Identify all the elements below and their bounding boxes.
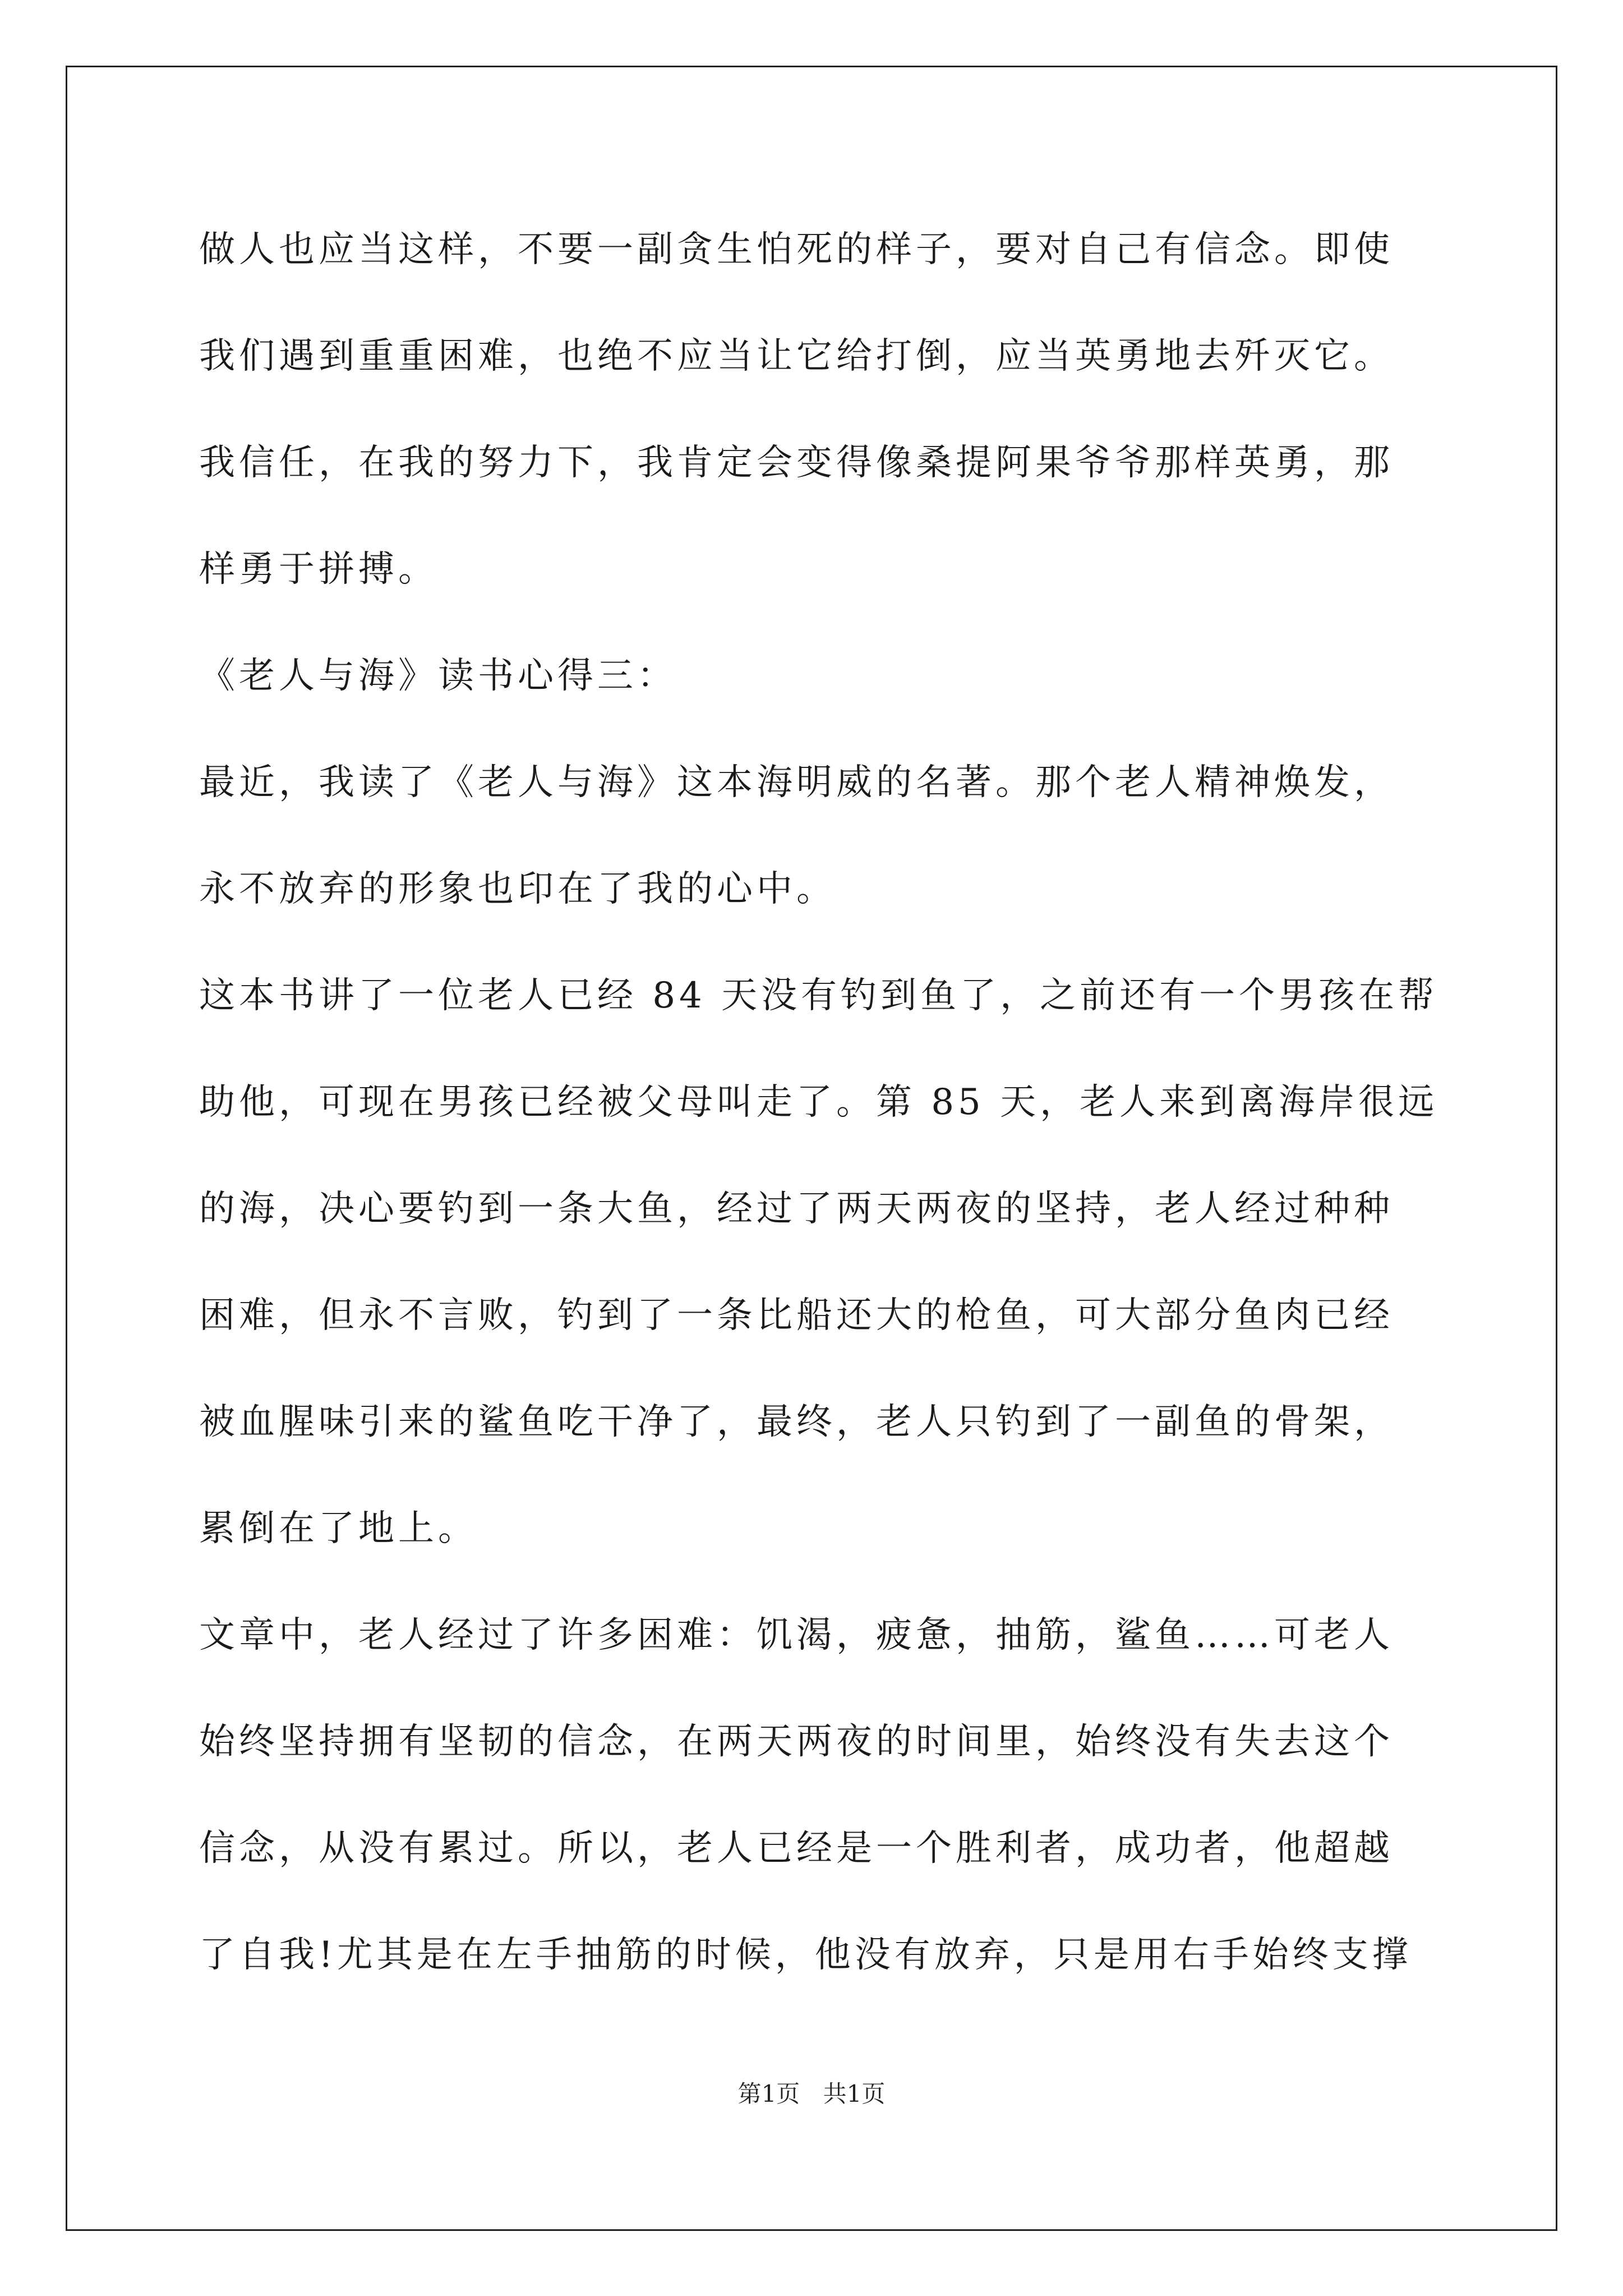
page-total: 共1页 bbox=[823, 2080, 886, 2108]
text-line: 困难，但永不言败，钓到了一条比船还大的枪鱼，可大部分鱼肉已经 bbox=[199, 1295, 1394, 1336]
section-heading: 《老人与海》读书心得三： bbox=[199, 655, 677, 697]
page-number: 第1页 bbox=[737, 2080, 800, 2108]
text-line: 永不放弃的形象也印在了我的心中。 bbox=[199, 868, 836, 910]
text-line: 助他，可现在男孩已经被父母叫走了。第 85 天，老人来到离海岸很远 bbox=[199, 1082, 1438, 1123]
text-line: 做人也应当这样，不要一副贪生怕死的样子，要对自己有信念。即使 bbox=[199, 229, 1394, 270]
text-line: 了自我!尤其是在左手抽筋的时候，他没有放弃，只是用右手始终支撑 bbox=[199, 1934, 1412, 1976]
text-line: 始终坚持拥有坚韧的信念，在两天两夜的时间里，始终没有失去这个 bbox=[199, 1721, 1394, 1763]
text-line: 样勇于拼搏。 bbox=[199, 549, 438, 590]
document-body bbox=[199, 213, 1438, 2025]
text-line: 被血腥味引来的鲨鱼吃干净了，最终，老人只钓到了一副鱼的骨架， bbox=[199, 1401, 1394, 1443]
text-line: 文章中，老人经过了许多困难：饥渴，疲惫，抽筋，鲨鱼……可老人 bbox=[199, 1614, 1394, 1656]
text-line: 我信任，在我的努力下，我肯定会变得像桑提阿果爷爷那样英勇，那 bbox=[199, 442, 1394, 484]
page-footer bbox=[0, 2076, 1623, 2109]
text-line: 我们遇到重重困难，也绝不应当让它给打倒，应当英勇地去歼灭它。 bbox=[199, 335, 1394, 377]
text-line: 信念，从没有累过。所以，老人已经是一个胜利者，成功者，他超越 bbox=[199, 1828, 1394, 1869]
text-line: 的海，决心要钓到一条大鱼，经过了两天两夜的坚持，老人经过种种 bbox=[199, 1188, 1394, 1230]
text-line: 这本书讲了一位老人已经 84 天没有钓到鱼了，之前还有一个男孩在帮 bbox=[199, 975, 1438, 1016]
text-line: 累倒在了地上。 bbox=[199, 1508, 478, 1549]
text-line: 最近，我读了《老人与海》这本海明威的名著。那个老人精神焕发， bbox=[199, 762, 1394, 803]
